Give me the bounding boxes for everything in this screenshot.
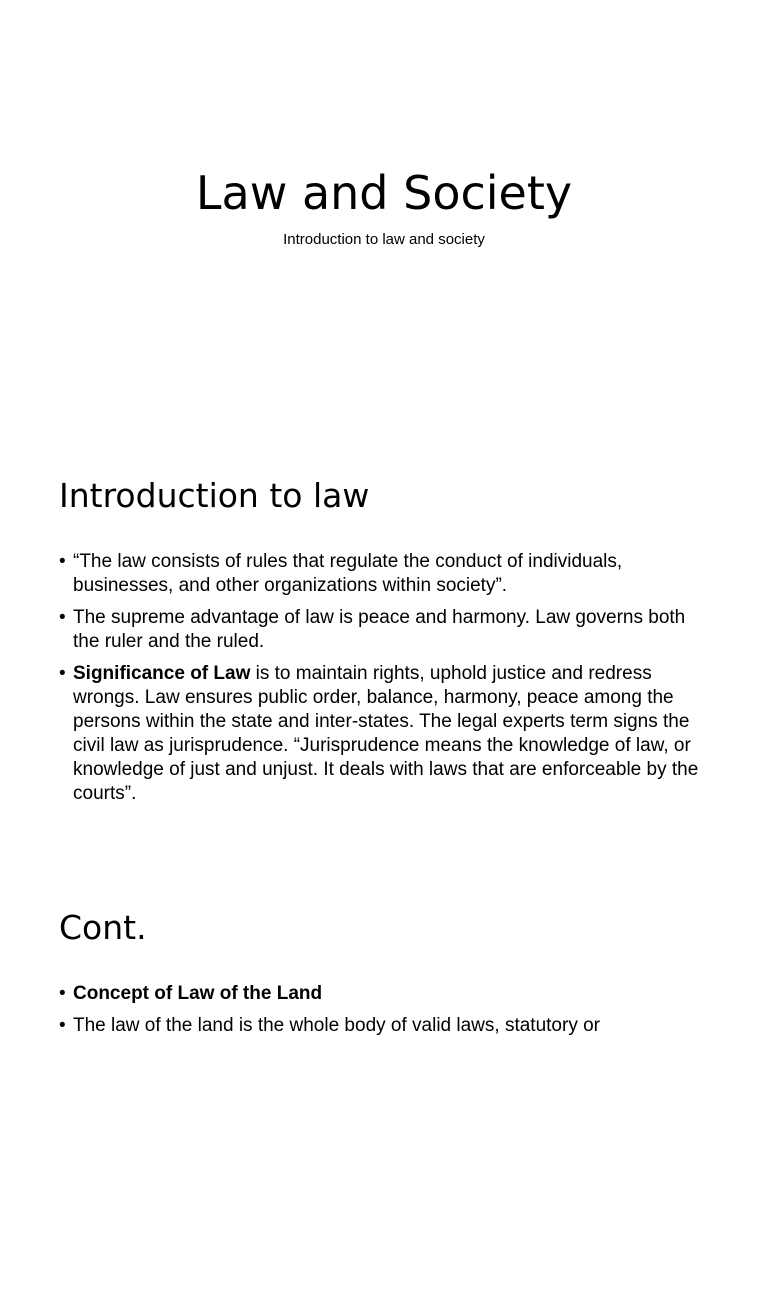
slide-subtitle: Introduction to law and society [283, 231, 485, 248]
bullet-icon: • [59, 607, 66, 628]
continuation-slide [0, 864, 768, 1296]
bullet-list [59, 550, 709, 814]
bullet-icon: • [59, 551, 66, 572]
bullet-text: is to maintain rights, uphold justice and redress wrongs. Law ensures public order, balance, harmony, peace among the persons within the state and inter-states. The legal experts term signs the civil law as jurisprudence. “Jurisprudence means the knowledge of law, or knowledge of just and unjust. It deals with laws that are enforceable by the courts”. [73, 663, 699, 804]
slide-heading: Introduction to law [59, 476, 370, 515]
list-item [59, 662, 709, 806]
slide-heading: Cont. [59, 908, 147, 947]
bullet-icon: • [59, 983, 66, 1004]
title-slide [0, 0, 768, 432]
list-item [59, 606, 709, 654]
bullet-text: Concept of Law of the Land [73, 983, 323, 1004]
bullet-list [59, 982, 709, 1046]
list-item [59, 1014, 709, 1038]
bullet-bold-lead: Significance of Law [73, 663, 251, 684]
bullet-icon: • [59, 663, 66, 684]
bullet-icon: • [59, 1015, 66, 1036]
introduction-slide [0, 432, 768, 864]
list-item [59, 982, 709, 1006]
slide-title: Law and Society [195, 166, 573, 220]
bullet-text: The supreme advantage of law is peace and harmony. Law governs both the ruler and the ruled. [73, 607, 686, 652]
list-item [59, 550, 709, 598]
bullet-text: The law of the land is the whole body of valid laws, statutory or [73, 1015, 600, 1036]
bullet-text: “The law consists of rules that regulate the conduct of individuals, businesses, and other organizations within society”. [73, 551, 623, 596]
